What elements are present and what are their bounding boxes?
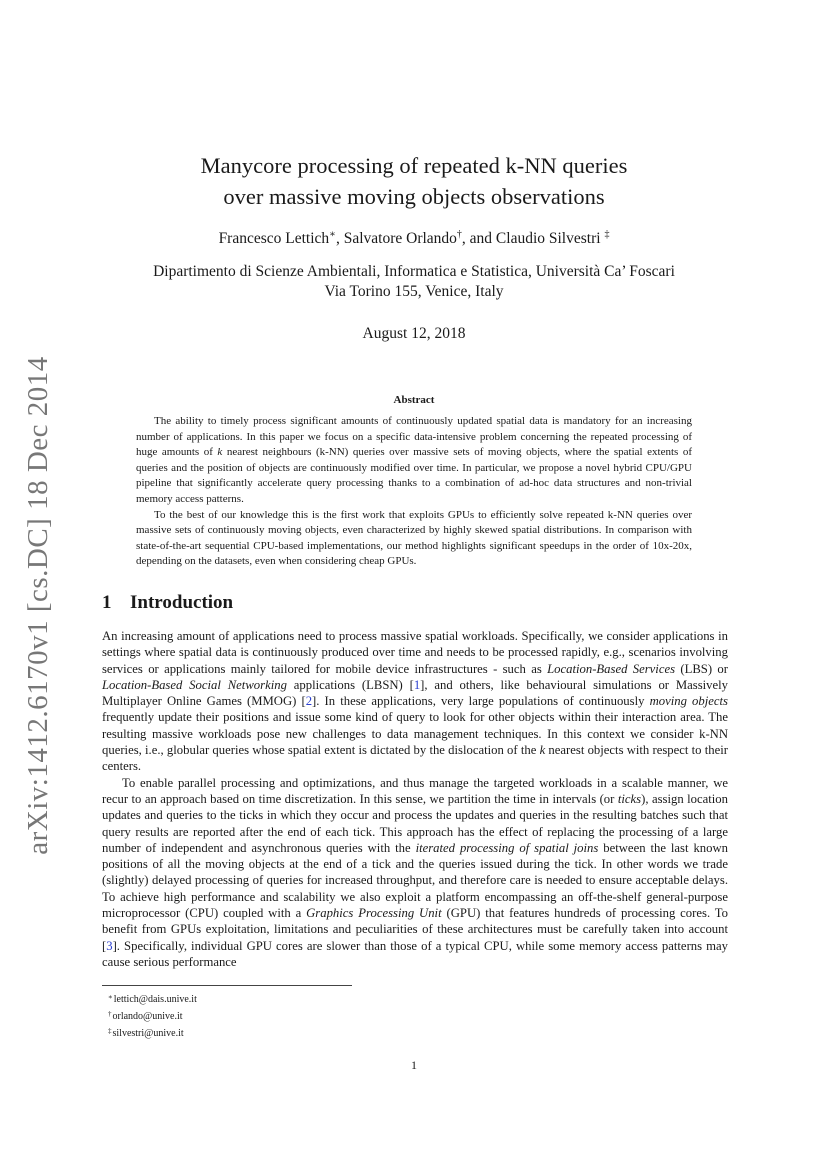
abstract-text: nearest neighbours (k-NN) queries over massive sets of moving objects, where the spatial extents of queries and the position of objects are continuously modified over time. In particular, we propose a novel hybrid CPU/GPU pipeline that significantly accelerate query processing thanks to a combination of ad-hoc data structures and non-trivial memory access patterns. [136,446,692,505]
footnote-email: silvestri@unive.it [112,1028,184,1039]
body-text-run: nearest objects with respect to their centers. [102,743,728,774]
arxiv-stamp [8,355,68,855]
body-text-run: ], and others, like behavioural simulations or Massively Multiplayer Online Games (MMOG) [ [102,677,728,709]
title-line-1: Manycore processing of repeated k-NN queries [200,153,628,178]
body-emphasis: iterated processing of spatial joins [415,840,599,855]
body-emphasis: Location-Based Social Networking [102,677,287,692]
abstract-text: The ability to timely process significant amounts of continuously updated spatial data is mandatory for an increasing number of applications. In this paper we focus on a specific data-intensive problem concerning the repeated processing of huge amounts of [136,415,692,459]
section-title: Introduction [130,592,234,613]
title-line-2: over massive moving objects observations [223,184,605,209]
author-3-mark: ‡ [604,229,610,240]
body-text-run: (LBS) or [675,661,728,676]
body-text-run: ), assign location updates and queries to the ticks in which they occur and process the updates and queries in the resulting batches such that query results are reported after the end of each tick. This approach has the effect of replacing the processing of a large number of independent and asynchronous queries with the [102,791,728,855]
affiliation [100,262,728,302]
abstract-heading: Abstract [393,394,435,406]
author-3: , and Claudio Silvestri [461,230,601,247]
footnote-email: lettich@dais.unive.it [113,994,197,1005]
body-paragraph-2 [102,775,728,971]
footnotes [108,990,197,1041]
arxiv-identifier: arXiv:1412.6170v1 [cs.DC] 18 Dec 2014 [21,355,54,855]
author-2: , Salvatore Orlando [335,230,457,247]
body-text-run: applications (LBSN) [ [286,677,414,692]
body-text-run: (GPU) that features hundreds of processing cores. To benefit from GPUs exploitation, limitations and peculiarities of these architectures must be carefully taken into account [ [102,906,728,953]
footnote-3 [108,1024,197,1041]
body-emphasis: ticks [617,791,642,806]
body-emphasis: Location-Based Services [547,661,676,676]
author-2-mark: † [456,229,462,240]
author-1: Francesco Lettich [218,230,330,247]
affiliation-line-1: Dipartimento di Scienze Ambientali, Informatica e Statistica, Università Ca’ Foscari [153,263,675,280]
body-text-run: frequently update their positions and issue some kind of query to look for other objects within their interaction area. The resulting massive workloads pose new challenges to data management techniques. In this context we consider k-NN queries, i.e., globular queries whose spatial extent is dictated by the dislocation of the [102,710,728,758]
abstract-paragraph-1 [136,414,692,508]
abstract-paragraph-2: To the best of our knowledge this is the first work that exploits GPUs to efficiently solve repeated k-NN queries over massive sets of continuously moving objects, even characterized by highly skewed spatial distributions. In comparison with state-of-the-art sequential CPU-based implementations, our method highlights significant speedups in the order of 10x-20x, depending on the datasets, even when considering cheap GPUs. [136,508,692,568]
body-text [102,628,728,970]
paper-title [100,150,728,212]
body-paragraph-1 [102,628,728,775]
footnote-2 [108,1007,197,1024]
citation-link[interactable]: 3 [106,938,113,953]
footnote-mark: ∗ [108,993,113,1001]
body-text-run: ]. In these applications, very large populations of continuously [312,694,650,709]
body-text-run: To enable parallel processing and optimizations, and thus manage the targeted workloads in a scalable manner, we recur to an approach based on time discretization. In this sense, we partition the time in intervals (or [102,775,728,806]
footnote-email: orlando@unive.it [112,1011,183,1022]
body-text-run: between the last known positions of all the moving objects at the end of a tick and the queries issued during the tick. In other words we trade (slightly) delayed processing of queries for increased throughput, and therefore care is needed to ensure acceptable delays. To achieve high performance and scalability we also exploit a platform encompassing an off-the-shelf general-purpose microprocessor (CPU) coupled with a [102,840,728,921]
author-1-mark: ∗ [329,229,336,240]
affiliation-line-2: Via Torino 155, Venice, Italy [324,283,504,300]
body-text-run: An increasing amount of applications need to process massive spatial workloads. Specifically, we consider applications in settings where spatial data is continuously produced over time and needs to be processed rapidly, e.g., scenarios involving services or applications mainly tailored for mobile device infrastructures - such as [102,629,728,676]
body-text-run: ]. Specifically, individual GPU cores are slower than those of a typical CPU, while some memory access patterns may cause serious performance [102,938,728,969]
body-emphasis: moving objects [649,694,728,709]
section-heading [102,592,233,614]
footnote-1 [108,990,197,1007]
footnote-mark: ‡ [108,1027,112,1035]
section-number: 1 [102,592,112,613]
body-emphasis: Graphics Processing Unit [306,906,442,921]
paper-date: August 12, 2018 [362,325,466,342]
abstract-body [136,414,692,570]
footnote-rule [102,985,352,986]
footnote-mark: † [108,1010,112,1018]
body-math-k: k [539,743,546,758]
page-number: 1 [411,1058,417,1072]
abstract-math-k: k [217,446,223,459]
citation-link[interactable]: 2 [305,694,313,709]
author-list [100,229,728,248]
citation-link[interactable]: 1 [413,677,421,692]
